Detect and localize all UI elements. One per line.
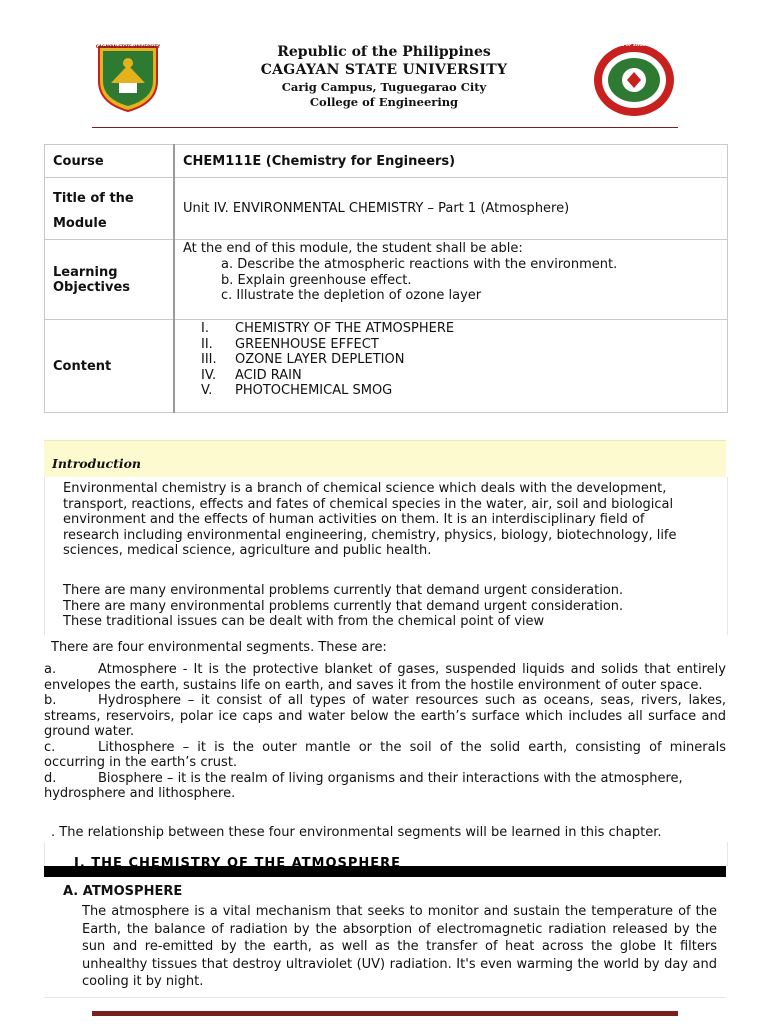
course-value: CHEM111E (Chemistry for Engineers): [174, 145, 728, 178]
right-logo-text: COLLEGE OF ENGINEERING: [604, 42, 664, 47]
content-item-text: ACID RAIN: [235, 367, 302, 383]
content-item: [201, 368, 719, 384]
college-line: College of Engineering: [309, 95, 459, 109]
segment-text: Hydrosphere – it consist of all types of water resources such as oceans, seas, rivers, lakes, streams, reservoirs, polar ice caps and water below the earth’s surface which includes all surface and ground water.: [44, 693, 726, 739]
title-label-line-2: Module: [53, 215, 107, 231]
content-label: Content: [45, 320, 175, 413]
intro-paragraph-2: [63, 583, 723, 630]
content-item: [201, 337, 719, 353]
segments-intro: There are four environmental segments. These are:: [51, 640, 387, 655]
content-item-text: OZONE LAYER DEPLETION: [235, 352, 405, 367]
content-value: [174, 320, 728, 413]
segment-item: [44, 662, 726, 693]
segment-item: [44, 771, 726, 802]
content-list: [183, 321, 719, 399]
content-item-number: III.: [201, 352, 217, 367]
content-row: [45, 320, 728, 413]
content-item-number: II.: [201, 336, 213, 352]
title-row: [45, 178, 728, 240]
relationship-sentence: . The relationship between these four environmental segments will be learned in this chapter.: [51, 825, 662, 840]
segment-item: [44, 740, 726, 771]
content-item-text: CHEMISTRY OF THE ATMOSPHERE: [235, 321, 455, 336]
segment-marker: a.: [44, 662, 57, 677]
republic-line: Republic of the Philippines: [277, 44, 491, 60]
intro-paragraph-2-line-3: These traditional issues can be dealt with from the chemical point of view: [63, 614, 545, 629]
introduction-title: Introduction: [52, 456, 142, 471]
objective-item: a. Describe the atmospheric reactions with the environment.: [221, 257, 618, 272]
objectives-value: [174, 240, 728, 320]
objectives-row: [45, 240, 728, 320]
objectives-label-line-2: Objectives: [53, 279, 131, 295]
page-bottom-rule: [44, 997, 726, 998]
objectives-label: [45, 240, 175, 320]
title-label: [45, 178, 175, 240]
module-info-table: [44, 144, 728, 413]
content-item-number: V.: [201, 383, 213, 398]
objective-item: b. Explain greenhouse effect.: [221, 272, 412, 288]
university-name: CAGAYAN STATE UNIVERSITY: [260, 62, 508, 78]
segment-text: Atmosphere - It is the protective blanket of gases, suspended liquids and solids that entirely envelopes the earth, sustains life on earth, and saves it from the hostile environment of outer space.: [44, 662, 726, 693]
introduction-band: [44, 440, 726, 477]
content-item-number: IV.: [201, 367, 217, 383]
section-heading: I. THE CHEMISTRY OF THE ATMOSPHERE: [74, 856, 402, 866]
segment-item: [44, 693, 726, 740]
intro-paragraph-2-line-1: There are many environmental problems currently that demand urgent consideration.: [63, 583, 624, 598]
content-item: [201, 321, 719, 337]
segment-text: Lithosphere – it is the outer mantle or the soil of the solid earth, consisting of minerals occurring in the earth’s crust.: [44, 739, 726, 770]
campus-line: Carig Campus, Tuguegarao City: [281, 80, 487, 94]
section-heading-bar: [44, 866, 726, 877]
course-label: Course: [45, 145, 175, 178]
segment-marker: d.: [44, 770, 57, 786]
objectives-intro: At the end of this module, the student shall be able:: [183, 241, 523, 256]
segment-text: Biosphere – it is the realm of living organisms and their interactions with the atmosphere, hydrosphere and lithosphere.: [44, 770, 683, 801]
content-item-text: PHOTOCHEMICAL SMOG: [235, 383, 393, 398]
intro-paragraph-2-line-2: There are many environmental problems currently that demand urgent consideration.: [63, 598, 624, 614]
course-row: [45, 145, 728, 178]
content-item: [201, 383, 719, 399]
title-label-line-1: Title of the: [53, 190, 134, 206]
header-divider: [92, 127, 678, 128]
segment-marker: b.: [44, 693, 57, 708]
segment-marker: c.: [44, 739, 56, 755]
content-item-number: I.: [201, 321, 209, 336]
objective-item: c. Illustrate the depletion of ozone layer: [221, 288, 482, 303]
objectives-list: [183, 257, 719, 304]
content-item-text: GREENHOUSE EFFECT: [235, 336, 379, 352]
segments-list: [44, 662, 726, 802]
intro-paragraph-1: Environmental chemistry is a branch of chemical science which deals with the development, transport, reactions, effects and fates of chemical species in the water, air, soil and biological environment and the effects of human activities on them. It is an interdisciplinary field of research including environmental engineering, chemistry, physics, biology, biotechnology, life sciences, medical science, agriculture and public health.: [63, 481, 677, 558]
footer-divider: [92, 1011, 678, 1016]
atmosphere-subheading: A. ATMOSPHERE: [63, 884, 183, 899]
atmosphere-paragraph: The atmosphere is a vital mechanism that seeks to monitor and sustain the temperature of the Earth, the balance of radiation by the absorption of electromagnetic radiation released by the sun and re-emitted by the earth, as well as the transfer of heat across the globe It filters unhealthy tissues that destroy ultraviolet (UV) radiation. It's even warming the world by day and cooling it by night.: [82, 904, 717, 989]
left-logo-text: CAGAYAN STATE UNIVERSITY: [95, 44, 161, 49]
objectives-label-line-1: Learning: [53, 264, 118, 280]
content-item: [201, 352, 719, 368]
title-value: Unit IV. ENVIRONMENTAL CHEMISTRY – Part 1 (Atmosphere): [174, 178, 728, 240]
